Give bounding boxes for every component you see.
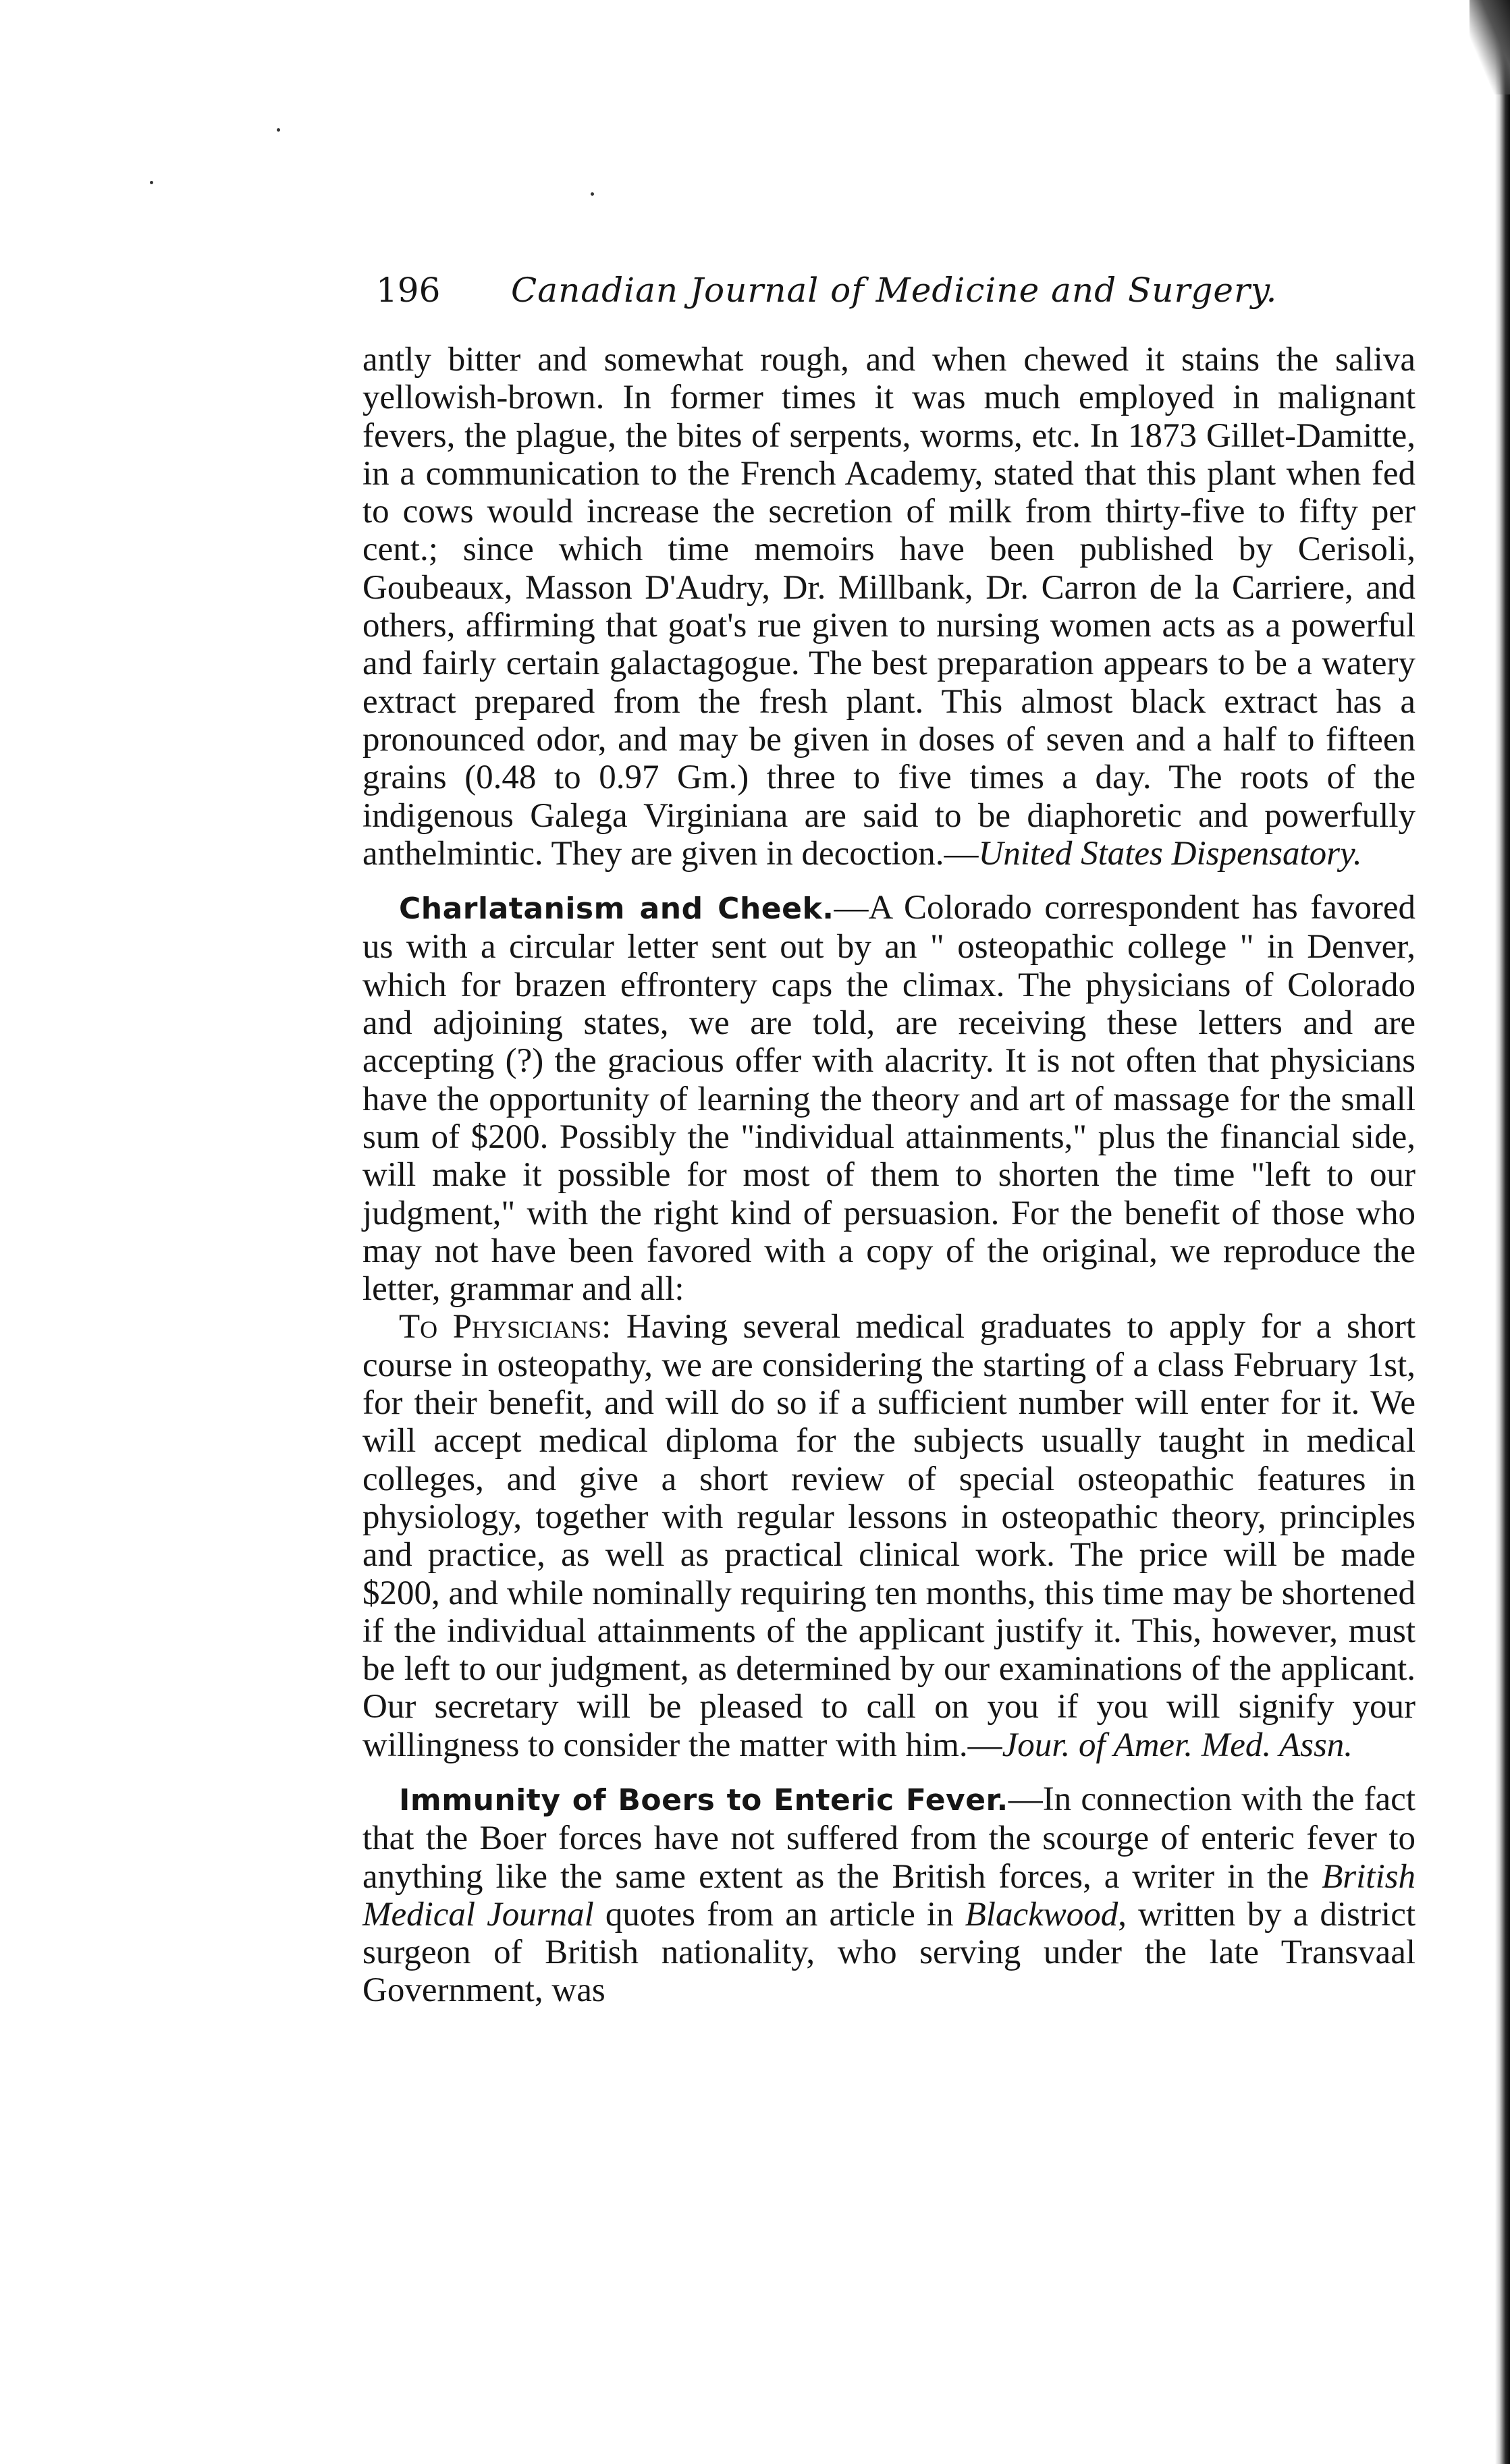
scan-edge-shadow [1495, 0, 1510, 2464]
magazine-title: Blackwood [965, 1895, 1118, 1934]
page-header [362, 260, 1294, 321]
article-text: quotes from an article in [593, 1895, 965, 1934]
page-body [362, 341, 1415, 2010]
article-text: antly bitter and somewhat rough, and when chewed it stains the saliva yellowish-brown. In former times it was much employed in malignant fevers, the plague, the bites of serpents, worms, etc. In 1873 Gillet-Damitte, in a communication to the French Academy, stated that this plant when fed to cows would increase the secretion of milk from thirty-five to fifty per cent.; since which time memoirs have been published by Cerisoli, Goubeaux, Masson D'Audry, Dr. Millbank, Dr. Carron de la Carriere, and others, affirming that goat's rue given to nursing women acts as a powerful and fairly certain galactagogue. The best preparation appears to be a watery extract prepared from the fresh plant. This almost black extract has a pronounced odor, and may be given in doses of seven and a half to fifteen grains (0.48 to 0.97 Gm.) three to five times a day. The roots of the indigenous Galega Virginiana are said to be diaphoretic and powerfully anthelmintic. They are given in decoction.— [362, 341, 1415, 873]
article-heading: Charlatanism and Cheek. [399, 892, 834, 927]
source-citation: Jour. of Amer. Med. Assn. [1002, 1726, 1353, 1764]
article-text: —A Colorado correspondent has favored us with a circular letter sent out by an " osteopathic college " in Denver, which for brazen effrontery caps the climax. The physicians of Colorado and adjoining states, we are told, are receiving these letters and are accepting (?) the gracious offer with alacrity. It is not often that physicians have the opportunity of learning the theory and art of massage for the small sum of $200. Possibly the "individual attainments," plus the financial side, will make it possible for most of them to shorten the time "left to our judgment," with the right kind of persuasion. For the benefit of those who may not have been favored with a copy of the original, we reproduce the letter, grammar and all: [362, 889, 1415, 1309]
letter-text: : Having several medical graduates to apply for a short course in osteopathy, we are considering the starting of a class February 1st, for their benefit, and will do so if a sufficient number will enter for it. We will accept medical diploma for the subjects usually taught in medical colleges, and give a short review of special osteopathic features in physiology, together with regular lessons in osteopathic theory, principles and practice, as well as practical clinical work. The price will be made $200, and while nominally requiring ten months, this time may be shortened if the individual attainments of the applicant justify it. This, however, must be left to our judgment, as determined by our examinations of the applicant. Our secretary will be pleased to call on you if you will signify your willingness to consider the matter with him.— [362, 1308, 1415, 1764]
article-boers-immunity [362, 1780, 1415, 2010]
letter-salutation: To Physicians [399, 1308, 602, 1346]
article-text: —In connection with the fact that the Boer forces have not suffered from the scourge of enteric fever to anything like the same extent as the British forces, a writer in the [362, 1780, 1415, 1896]
running-head: Canadian Journal of Medicine and Surgery. [511, 271, 1278, 310]
article-text: , written by a district surgeon of British nationality, who serving under the late Transvaal Government, was [362, 1895, 1415, 2010]
page-number: 196 [376, 271, 441, 310]
quoted-letter [362, 1308, 1415, 1764]
source-citation: United States Dispensatory. [978, 834, 1362, 873]
article-heading: Immunity of Boers to Enteric Fever. [399, 1782, 1008, 1817]
scan-corner-shadow [1469, 0, 1510, 94]
dust-speck [277, 128, 280, 132]
dust-speck [591, 192, 594, 196]
journal-title: British Medical Journal [362, 1857, 1415, 1934]
article-charlatanism [362, 889, 1415, 1308]
article-goats-rue-continued [362, 341, 1415, 873]
dust-speck [150, 181, 153, 184]
